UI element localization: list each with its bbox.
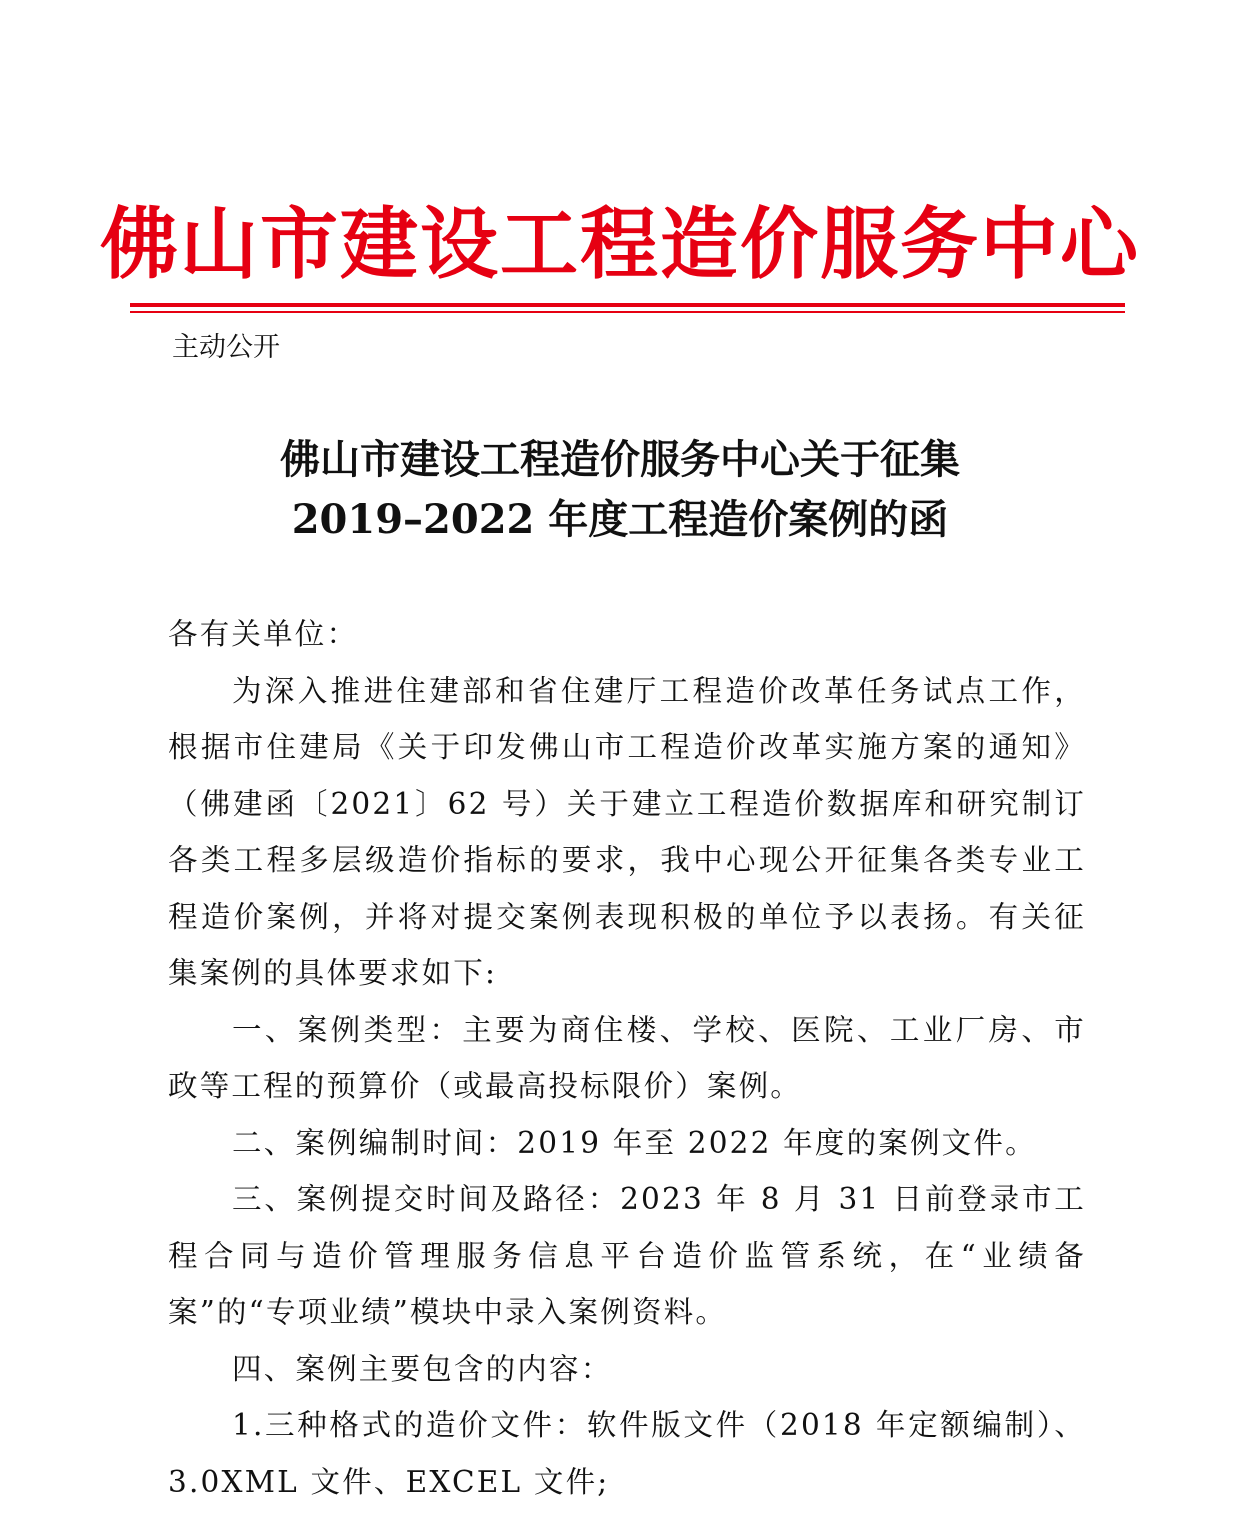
- letterhead-rule-thin: [130, 311, 1125, 313]
- issuer-letterhead: 佛山市建设工程造价服务中心: [99, 199, 1140, 290]
- body-paragraph: 一、案例类型：主要为商住楼、学校、医院、工业厂房、市政等工程的预算价（或最高投标限价）案例。: [168, 1012, 1086, 1103]
- salutation: 各有关单位：: [168, 617, 359, 651]
- disclosure-label: 主动公开: [172, 332, 280, 363]
- document-title: [0, 430, 1240, 550]
- letterhead-rule-thick: [130, 303, 1125, 307]
- body-paragraph: 1.三种格式的造价文件：软件版文件（2018 年定额编制）、3.0XML 文件、EXCEL 文件;: [168, 1408, 1086, 1499]
- document-body: [168, 606, 1086, 1510]
- body-paragraph: 为深入推进住建部和省住建厅工程造价改革任务试点工作，根据市住建局《关于印发佛山市工程造价改革实施方案的通知》（佛建函〔2021〕62 号）关于建立工程造价数据库和研究制订各类工程多层级造价指标的要求，我中心现公开征集各类专业工程造价案例，并将对提交案例表现积极的单位予以表扬。有关征集案例的具体要求如下:: [168, 673, 1086, 990]
- body-paragraph: 二、案例编制时间：2019 年至 2022 年度的案例文件。: [232, 1125, 1037, 1160]
- body-paragraph: 四、案例主要包含的内容：: [232, 1351, 613, 1386]
- body-paragraph: 三、案例提交时间及路径：2023 年 8 月 31 日前登录市工程合同与造价管理服务信息平台造价监管系统，在“业绩备案”的“专项业绩”模块中录入案例资料。: [168, 1182, 1086, 1329]
- document-title-line-2: 2019–2022 年度工程造价案例的函: [291, 496, 949, 543]
- document-title-line-1: 佛山市建设工程造价服务中心关于征集: [280, 436, 960, 483]
